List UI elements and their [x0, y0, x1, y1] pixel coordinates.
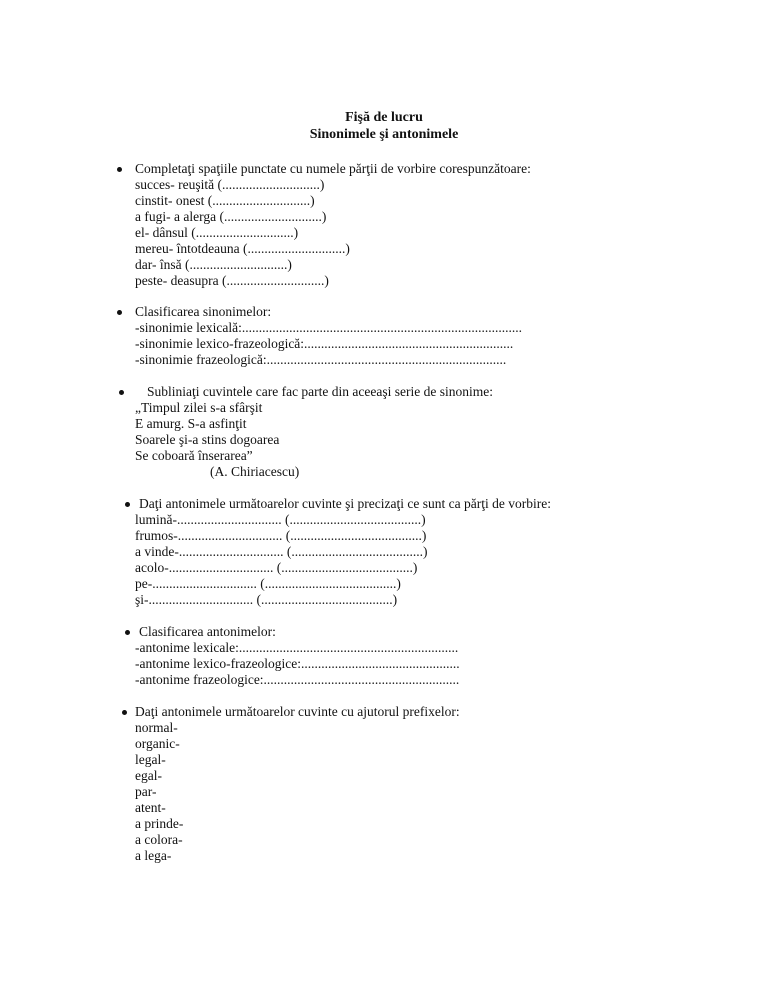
worksheet-subtitle: Sinonimele şi antonimele	[309, 127, 459, 142]
bullet-icon	[122, 710, 127, 715]
list-item: el- dânsul (.............................)	[135, 225, 299, 240]
list-item: peste- deasupra (.............................)	[135, 273, 329, 288]
list-item: a colora-	[135, 832, 183, 847]
list-item: -sinonimie lexicală:...................................................................................	[135, 320, 522, 335]
list-item: a prinde-	[135, 816, 184, 831]
list-item: -antonime frazeologice:..........................................................	[135, 672, 460, 687]
exercise-5-instruction-line	[116, 624, 460, 640]
bullet-icon	[117, 310, 122, 315]
list-item: legal-	[135, 752, 166, 767]
exercise-3-instruction-line	[116, 384, 493, 400]
exercise-6	[116, 704, 460, 864]
list-item: egal-	[135, 768, 162, 783]
exercise-3-instruction: Subliniaţi cuvintele care fac parte din aceeaşi serie de sinonime:	[147, 384, 493, 399]
exercise-2-instruction-line	[116, 304, 522, 320]
exercise-6-instruction: Daţi antonimele următoarelor cuvinte cu ajutorul prefixelor:	[135, 704, 460, 719]
list-item: -antonime lexicale:.................................................................	[135, 640, 459, 655]
list-item: frumos-............................... (.......................................)	[135, 528, 427, 543]
worksheet-title: Fişă de lucru	[345, 110, 423, 125]
list-item: succes- reuşită (.............................)	[135, 177, 325, 192]
bullet-icon	[117, 167, 122, 172]
exercise-6-instruction-line	[116, 704, 460, 720]
list-item: şi-............................... (.......................................)	[135, 592, 398, 607]
exercise-4-instruction: Daţi antonimele următoarelor cuvinte şi precizaţi ce sunt ca părţi de vorbire:	[139, 496, 551, 511]
poem-line: Soarele şi-a stins dogoarea	[135, 432, 280, 447]
exercise-2-instruction: Clasificarea sinonimelor:	[135, 304, 272, 319]
list-item: a fugi- a alerga (.............................)	[135, 209, 327, 224]
list-item: lumină-............................... (.......................................)	[135, 512, 426, 527]
poem-line: E amurg. S-a asfinţit	[135, 416, 247, 431]
exercise-1-instruction-line	[116, 161, 531, 177]
list-item: -sinonimie lexico-frazeologică:..............................................................	[135, 336, 514, 351]
exercise-5-instruction: Clasificarea antonimelor:	[139, 624, 276, 639]
poem-line: „Timpul zilei s-a sfârşit	[135, 400, 263, 415]
poem-line: Se coboară înserarea”	[135, 448, 253, 463]
list-item: normal-	[135, 720, 178, 735]
exercise-4-instruction-line	[116, 496, 551, 512]
list-item: dar- însă (.............................)	[135, 257, 292, 272]
bullet-icon	[125, 502, 130, 507]
list-item: a vinde-............................... (.......................................)	[135, 544, 428, 559]
list-item: -antonime lexico-frazeologice:...............................................	[135, 656, 460, 671]
exercise-4	[116, 496, 551, 608]
list-item: acolo-............................... (.......................................)	[135, 560, 418, 575]
poem-author: (A. Chiriacescu)	[210, 464, 300, 479]
list-item: -sinonimie frazeologică:.......................................................................	[135, 352, 507, 367]
list-item: organic-	[135, 736, 180, 751]
exercise-5	[116, 624, 460, 688]
list-item: par-	[135, 784, 157, 799]
bullet-icon	[119, 390, 124, 395]
list-item: a lega-	[135, 848, 172, 863]
exercise-1-instruction: Completaţi spaţiile punctate cu numele părţii de vorbire corespunzătoare:	[135, 161, 531, 176]
list-item: mereu- întotdeauna (.............................)	[135, 241, 350, 256]
exercise-3	[116, 384, 493, 480]
list-item: pe-............................... (.......................................)	[135, 576, 401, 591]
list-item: atent-	[135, 800, 166, 815]
exercise-1	[116, 161, 531, 289]
bullet-icon	[125, 630, 130, 635]
exercise-2	[116, 304, 522, 368]
list-item: cinstit- onest (.............................)	[135, 193, 315, 208]
